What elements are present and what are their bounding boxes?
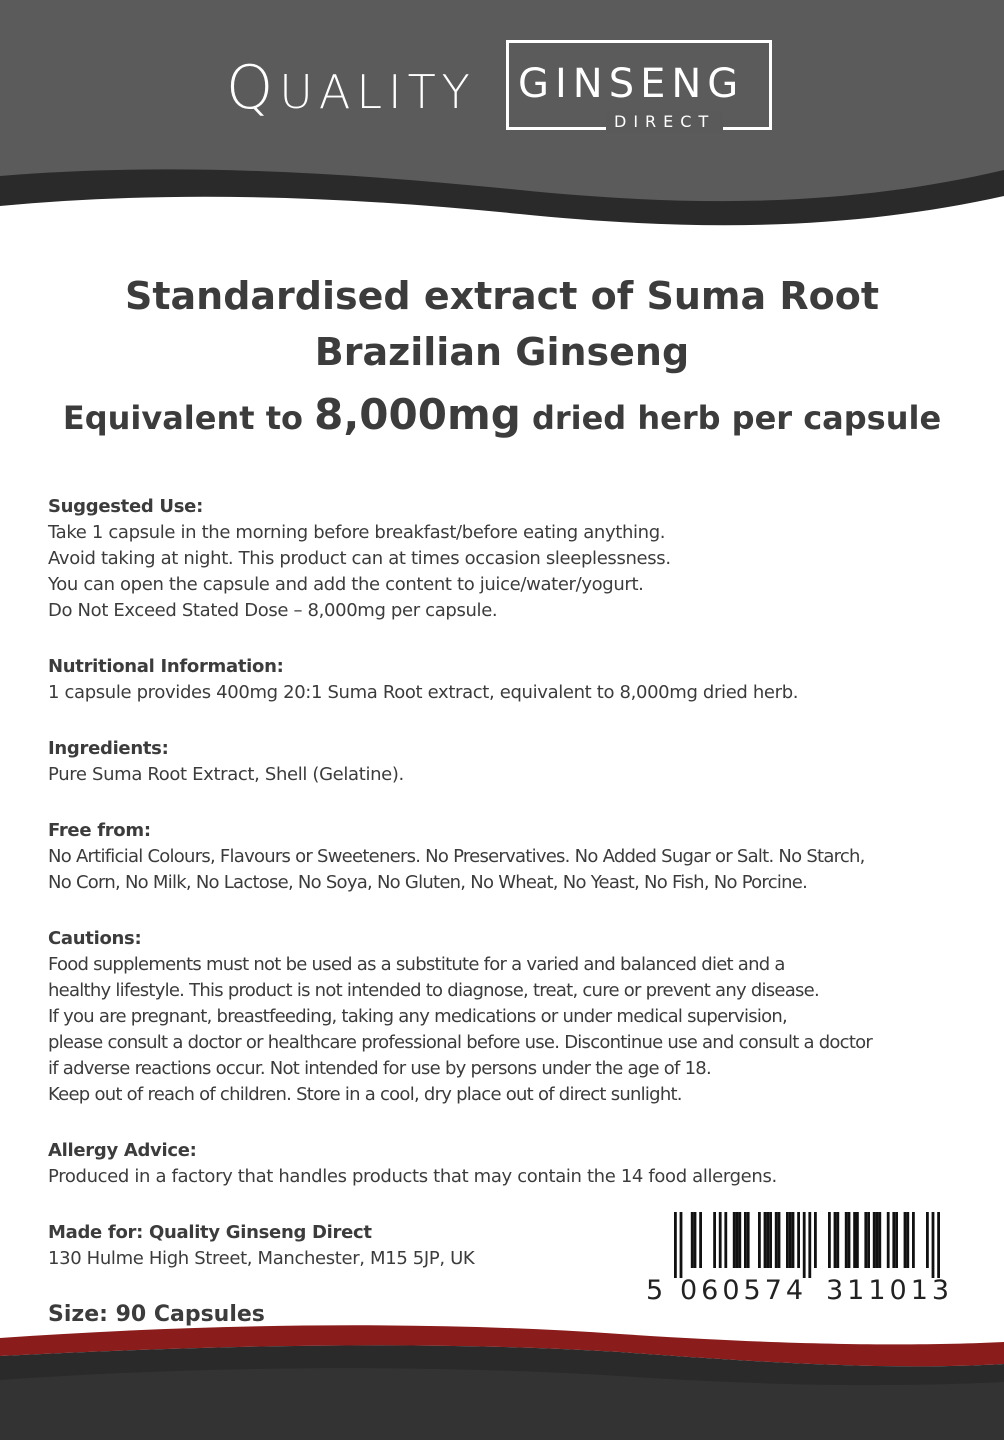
brand-logo	[0, 0, 1004, 180]
section-heading: Made for: Quality Ginseng Direct	[48, 1222, 372, 1243]
section-line: No Artificial Colours, Flavours or Sweeteners. No Preservatives. No Added Sugar or Salt. No Starch,	[48, 846, 865, 867]
barcode-bar	[694, 1212, 697, 1268]
section-line: Pure Suma Root Extract, Shell (Gelatine).	[48, 764, 404, 785]
section-suggested-use	[48, 494, 968, 624]
section-nutritional-information	[48, 654, 968, 706]
section-free-from	[48, 818, 968, 896]
section-line: Produced in a factory that handles products that may contain the 14 food allergens.	[48, 1166, 777, 1187]
barcode-bar	[856, 1212, 859, 1268]
barcode-bar	[738, 1212, 741, 1268]
equivalence-amount: 8,000mg	[314, 390, 521, 439]
section-line: If you are pregnant, breastfeeding, taking any medications or under medical supervision,	[48, 1006, 787, 1027]
barcode-right-group: 311013	[826, 1275, 954, 1306]
barcode-bar	[713, 1212, 716, 1268]
barcode-bar	[904, 1212, 907, 1268]
barcode-bar	[836, 1212, 839, 1268]
section-cautions	[48, 926, 968, 1108]
barcode-bar	[778, 1212, 781, 1268]
product-equivalence: Equivalent to 8,000mg dried herb per capsule	[62, 390, 942, 439]
product-title: Standardised extract of Suma Root	[124, 274, 879, 318]
barcode-bar	[719, 1212, 722, 1268]
barcode-bar	[792, 1212, 795, 1268]
logo-quality-text: QUALITY	[226, 53, 476, 123]
barcode-bar	[873, 1212, 876, 1268]
barcode-left-group: 060574	[680, 1275, 808, 1306]
logo-direct-text: DIRECT	[606, 111, 723, 133]
barcode-bars	[644, 1212, 958, 1278]
barcode-bar	[786, 1212, 789, 1268]
barcode-bar	[926, 1212, 929, 1268]
section-heading: Nutritional Information:	[48, 656, 284, 677]
barcode-bar	[848, 1212, 851, 1268]
barcode-bar	[680, 1212, 683, 1278]
barcode-bar	[764, 1212, 767, 1268]
barcode-bar	[747, 1212, 750, 1268]
section-allergy-advice	[48, 1138, 968, 1190]
section-heading: Suggested Use:	[48, 496, 203, 517]
barcode-bar	[674, 1212, 677, 1278]
barcode-bar	[724, 1212, 727, 1268]
barcode-bar	[845, 1212, 848, 1268]
section-line: Do Not Exceed Stated Dose – 8,000mg per capsule.	[48, 600, 498, 621]
section-line: Avoid taking at night. This product can at times occasion sleeplessness.	[48, 548, 671, 569]
barcode-bar	[878, 1212, 881, 1268]
section-line: Keep out of reach of children. Store in a cool, dry place out of direct sunlight.	[48, 1084, 682, 1105]
barcode-bar	[932, 1212, 935, 1278]
barcode-bar	[699, 1212, 702, 1268]
barcode-bar	[853, 1212, 856, 1268]
barcode-bar	[906, 1212, 909, 1268]
section-line: if adverse reactions occur. Not intended for use by persons under the age of 18.	[48, 1058, 711, 1079]
section-line: Take 1 capsule in the morning before breakfast/before eating anything.	[48, 522, 666, 543]
section-heading: Free from:	[48, 820, 151, 841]
footer-wave-background	[0, 1290, 1004, 1440]
barcode-bar	[876, 1212, 879, 1268]
product-subtitle: Brazilian Ginseng	[314, 330, 690, 374]
section-line: please consult a doctor or healthcare professional before use. Discontinue use and consult a doctor	[48, 1032, 873, 1053]
section-line: 130 Hulme High Street, Manchester, M15 5JP, UK	[48, 1248, 475, 1269]
pack-size: Size: 90 Capsules	[48, 1302, 265, 1327]
barcode-first-digit: 5	[646, 1275, 664, 1306]
barcode-bar	[766, 1212, 769, 1268]
section-heading: Cautions:	[48, 928, 142, 949]
barcode-bar	[828, 1212, 831, 1268]
barcode-bar	[789, 1212, 792, 1268]
barcode-bar	[867, 1212, 870, 1268]
barcode-bar	[864, 1212, 867, 1268]
barcode-bar	[797, 1212, 800, 1268]
barcode-bar	[814, 1212, 817, 1268]
section-line: healthy lifestyle. This product is not intended to diagnose, treat, cure or prevent any disease.	[48, 980, 819, 1001]
barcode-bar	[803, 1212, 806, 1278]
barcode-bar	[736, 1212, 739, 1268]
barcode-bar	[769, 1212, 772, 1268]
label-sections	[48, 494, 968, 1302]
section-line: Food supplements must not be used as a substitute for a varied and balanced diet and a	[48, 954, 785, 975]
section-line: 1 capsule provides 400mg 20:1 Suma Root extract, equivalent to 8,000mg dried herb.	[48, 682, 799, 703]
section-line: No Corn, No Milk, No Lactose, No Soya, No Gluten, No Wheat, No Yeast, No Fish, No Porcine.	[48, 872, 808, 893]
barcode-bar	[808, 1212, 811, 1278]
section-line: You can open the capsule and add the content to juice/water/yogurt.	[48, 574, 644, 595]
barcode-bar	[744, 1212, 747, 1268]
section-ingredients	[48, 736, 968, 788]
barcode-bar	[691, 1212, 694, 1268]
barcode-bar	[892, 1212, 895, 1268]
barcode-bar	[912, 1212, 915, 1268]
barcode-bar	[775, 1212, 778, 1268]
barcode-bar	[895, 1212, 898, 1268]
barcode-bar	[937, 1212, 940, 1278]
barcode-bar	[887, 1212, 890, 1268]
barcode-bar	[758, 1212, 761, 1268]
section-heading: Ingredients:	[48, 738, 169, 759]
barcode-bar	[834, 1212, 837, 1268]
section-heading: Allergy Advice:	[48, 1140, 197, 1161]
logo-ginseng-text: GINSENG	[518, 61, 745, 107]
barcode-bar	[733, 1212, 736, 1268]
